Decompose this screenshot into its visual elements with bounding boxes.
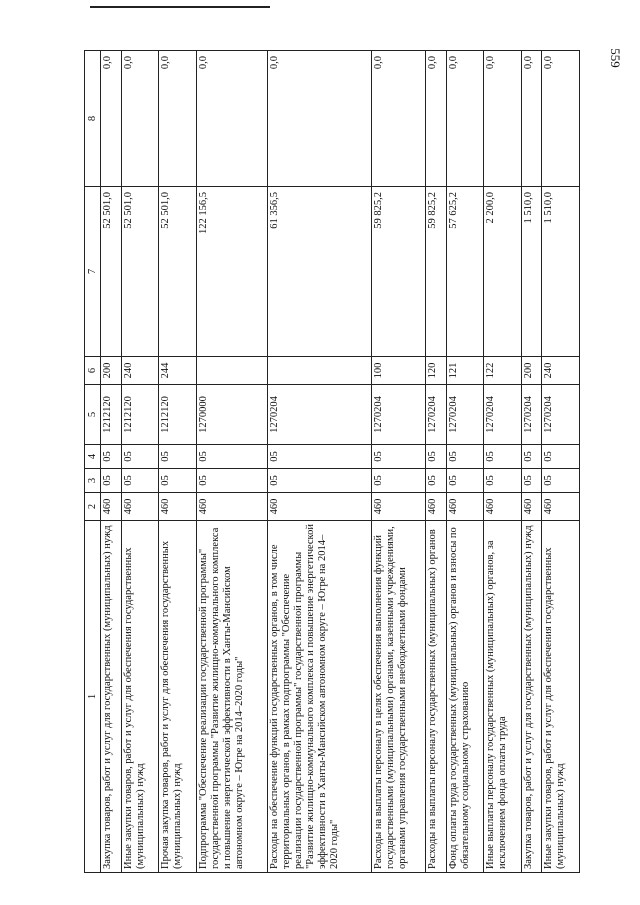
cell-c2: 460 bbox=[446, 493, 483, 521]
row-description: Подпрограмма "Обеспечение реализации государственной программы" государственной программы "Развитие жилищно-коммунального комплекса и повышение энергетической эффективности в Ханты-Мансийском автономном округе – Югре на 2014–2020 годы" bbox=[196, 521, 267, 873]
cell-c6: 200 bbox=[521, 357, 542, 385]
cell-c6: 122 bbox=[484, 357, 521, 385]
cell-c7: 61 356,5 bbox=[267, 187, 371, 357]
cell-c4: 05 bbox=[521, 445, 542, 469]
cell-c3: 05 bbox=[121, 469, 158, 493]
cell-c8: 0,0 bbox=[446, 51, 483, 187]
cell-c5: 1270204 bbox=[484, 385, 521, 445]
table-row bbox=[101, 51, 122, 873]
cell-c4: 05 bbox=[484, 445, 521, 469]
top-rule bbox=[90, 6, 270, 8]
cell-c5: 1270000 bbox=[196, 385, 267, 445]
cell-c2: 460 bbox=[425, 493, 446, 521]
col-header: 7 bbox=[85, 187, 101, 357]
cell-c8: 0,0 bbox=[425, 51, 446, 187]
table-row bbox=[521, 51, 542, 873]
table-row bbox=[159, 51, 196, 873]
cell-c7: 57 625,2 bbox=[446, 187, 483, 357]
cell-c5: 1212120 bbox=[121, 385, 158, 445]
cell-c6: 240 bbox=[542, 357, 580, 385]
cell-c2: 460 bbox=[196, 493, 267, 521]
cell-c6 bbox=[196, 357, 267, 385]
cell-c5: 1212120 bbox=[101, 385, 122, 445]
cell-c2: 460 bbox=[267, 493, 371, 521]
cell-c6: 240 bbox=[121, 357, 158, 385]
cell-c4: 05 bbox=[121, 445, 158, 469]
header-row bbox=[85, 51, 101, 873]
cell-c8: 0,0 bbox=[542, 51, 580, 187]
cell-c5: 1270204 bbox=[542, 385, 580, 445]
row-description: Иные выплаты персоналу государственных (муниципальных) органов, за исключением фонда оплаты труда bbox=[484, 521, 521, 873]
cell-c2: 460 bbox=[521, 493, 542, 521]
table-row bbox=[425, 51, 446, 873]
table-row bbox=[267, 51, 371, 873]
cell-c5: 1270204 bbox=[521, 385, 542, 445]
row-description: Иные закупки товаров, работ и услуг для обеспечения государственных (муниципальных) нужд bbox=[542, 521, 580, 873]
cell-c2: 460 bbox=[371, 493, 425, 521]
cell-c6: 120 bbox=[425, 357, 446, 385]
cell-c6: 244 bbox=[159, 357, 196, 385]
cell-c7: 2 200,0 bbox=[484, 187, 521, 357]
row-description: Фонд оплаты труда государственных (муниципальных) органов и взносы по обязательному социальному страхованию bbox=[446, 521, 483, 873]
row-description: Иные закупки товаров, работ и услуг для обеспечения государственных (муниципальных) нужд bbox=[121, 521, 158, 873]
cell-c7: 59 825,2 bbox=[371, 187, 425, 357]
cell-c4: 05 bbox=[196, 445, 267, 469]
cell-c3: 05 bbox=[101, 469, 122, 493]
cell-c7: 59 825,2 bbox=[425, 187, 446, 357]
table-row bbox=[446, 51, 483, 873]
cell-c8: 0,0 bbox=[159, 51, 196, 187]
cell-c4: 05 bbox=[101, 445, 122, 469]
cell-c4: 05 bbox=[159, 445, 196, 469]
cell-c5: 1270204 bbox=[425, 385, 446, 445]
col-header: 1 bbox=[85, 521, 101, 873]
cell-c2: 460 bbox=[159, 493, 196, 521]
col-header: 6 bbox=[85, 357, 101, 385]
budget-table bbox=[84, 50, 580, 873]
cell-c3: 05 bbox=[425, 469, 446, 493]
cell-c4: 05 bbox=[371, 445, 425, 469]
row-description: Расходы на выплаты персоналу государственных (муниципальных) органов bbox=[425, 521, 446, 873]
cell-c8: 0,0 bbox=[196, 51, 267, 187]
cell-c8: 0,0 bbox=[371, 51, 425, 187]
cell-c2: 460 bbox=[101, 493, 122, 521]
cell-c7: 1 510,0 bbox=[542, 187, 580, 357]
table-row bbox=[484, 51, 521, 873]
cell-c4: 05 bbox=[446, 445, 483, 469]
table-row bbox=[196, 51, 267, 873]
cell-c3: 05 bbox=[484, 469, 521, 493]
cell-c8: 0,0 bbox=[521, 51, 542, 187]
cell-c3: 05 bbox=[196, 469, 267, 493]
row-description: Прочая закупка товаров, работ и услуг для обеспечения государственных (муниципальных) нужд bbox=[159, 521, 196, 873]
cell-c2: 460 bbox=[121, 493, 158, 521]
cell-c6: 200 bbox=[101, 357, 122, 385]
table-row bbox=[542, 51, 580, 873]
page-number: 559 bbox=[607, 48, 623, 68]
cell-c3: 05 bbox=[521, 469, 542, 493]
cell-c5: 1212120 bbox=[159, 385, 196, 445]
cell-c8: 0,0 bbox=[267, 51, 371, 187]
cell-c4: 05 bbox=[542, 445, 580, 469]
cell-c4: 05 bbox=[425, 445, 446, 469]
col-header: 4 bbox=[85, 445, 101, 469]
row-description: Закупка товаров, работ и услуг для государственных (муниципальных) нужд bbox=[101, 521, 122, 873]
cell-c3: 05 bbox=[371, 469, 425, 493]
col-header: 3 bbox=[85, 469, 101, 493]
cell-c3: 05 bbox=[446, 469, 483, 493]
cell-c3: 05 bbox=[159, 469, 196, 493]
cell-c3: 05 bbox=[542, 469, 580, 493]
cell-c6: 121 bbox=[446, 357, 483, 385]
cell-c2: 460 bbox=[484, 493, 521, 521]
cell-c4: 05 bbox=[267, 445, 371, 469]
cell-c8: 0,0 bbox=[121, 51, 158, 187]
table-row bbox=[371, 51, 425, 873]
cell-c7: 52 501,0 bbox=[121, 187, 158, 357]
row-description: Закупка товаров, работ и услуг для государственных (муниципальных) нужд bbox=[521, 521, 542, 873]
cell-c3: 05 bbox=[267, 469, 371, 493]
table-row bbox=[121, 51, 158, 873]
cell-c6 bbox=[267, 357, 371, 385]
cell-c5: 1270204 bbox=[267, 385, 371, 445]
cell-c6: 100 bbox=[371, 357, 425, 385]
col-header: 2 bbox=[85, 493, 101, 521]
col-header: 8 bbox=[85, 51, 101, 187]
cell-c8: 0,0 bbox=[101, 51, 122, 187]
row-description: Расходы на выплаты персоналу в целях обеспечения выполнения функций государственными (муниципальными) органами, казенными учреждениями, органами управления государственными внебюджетными фондами bbox=[371, 521, 425, 873]
cell-c5: 1270204 bbox=[446, 385, 483, 445]
cell-c7: 52 501,0 bbox=[159, 187, 196, 357]
cell-c8: 0,0 bbox=[484, 51, 521, 187]
cell-c7: 122 156,5 bbox=[196, 187, 267, 357]
row-description: Расходы на обеспечение функций государственных органов, в том числе территориальных органов, в рамках подпрограммы "Обеспечение реализации государственной программы" государственной программы "Развитие жилищно-коммунального комплекса и повышение энергетической эффективности в Ханты-Мансийском автономном округе – Югре на 2014–2020 годы" bbox=[267, 521, 371, 873]
col-header: 5 bbox=[85, 385, 101, 445]
cell-c7: 52 501,0 bbox=[101, 187, 122, 357]
rotated-table-container bbox=[84, 51, 580, 873]
cell-c5: 1270204 bbox=[371, 385, 425, 445]
cell-c2: 460 bbox=[542, 493, 580, 521]
cell-c7: 1 510,0 bbox=[521, 187, 542, 357]
